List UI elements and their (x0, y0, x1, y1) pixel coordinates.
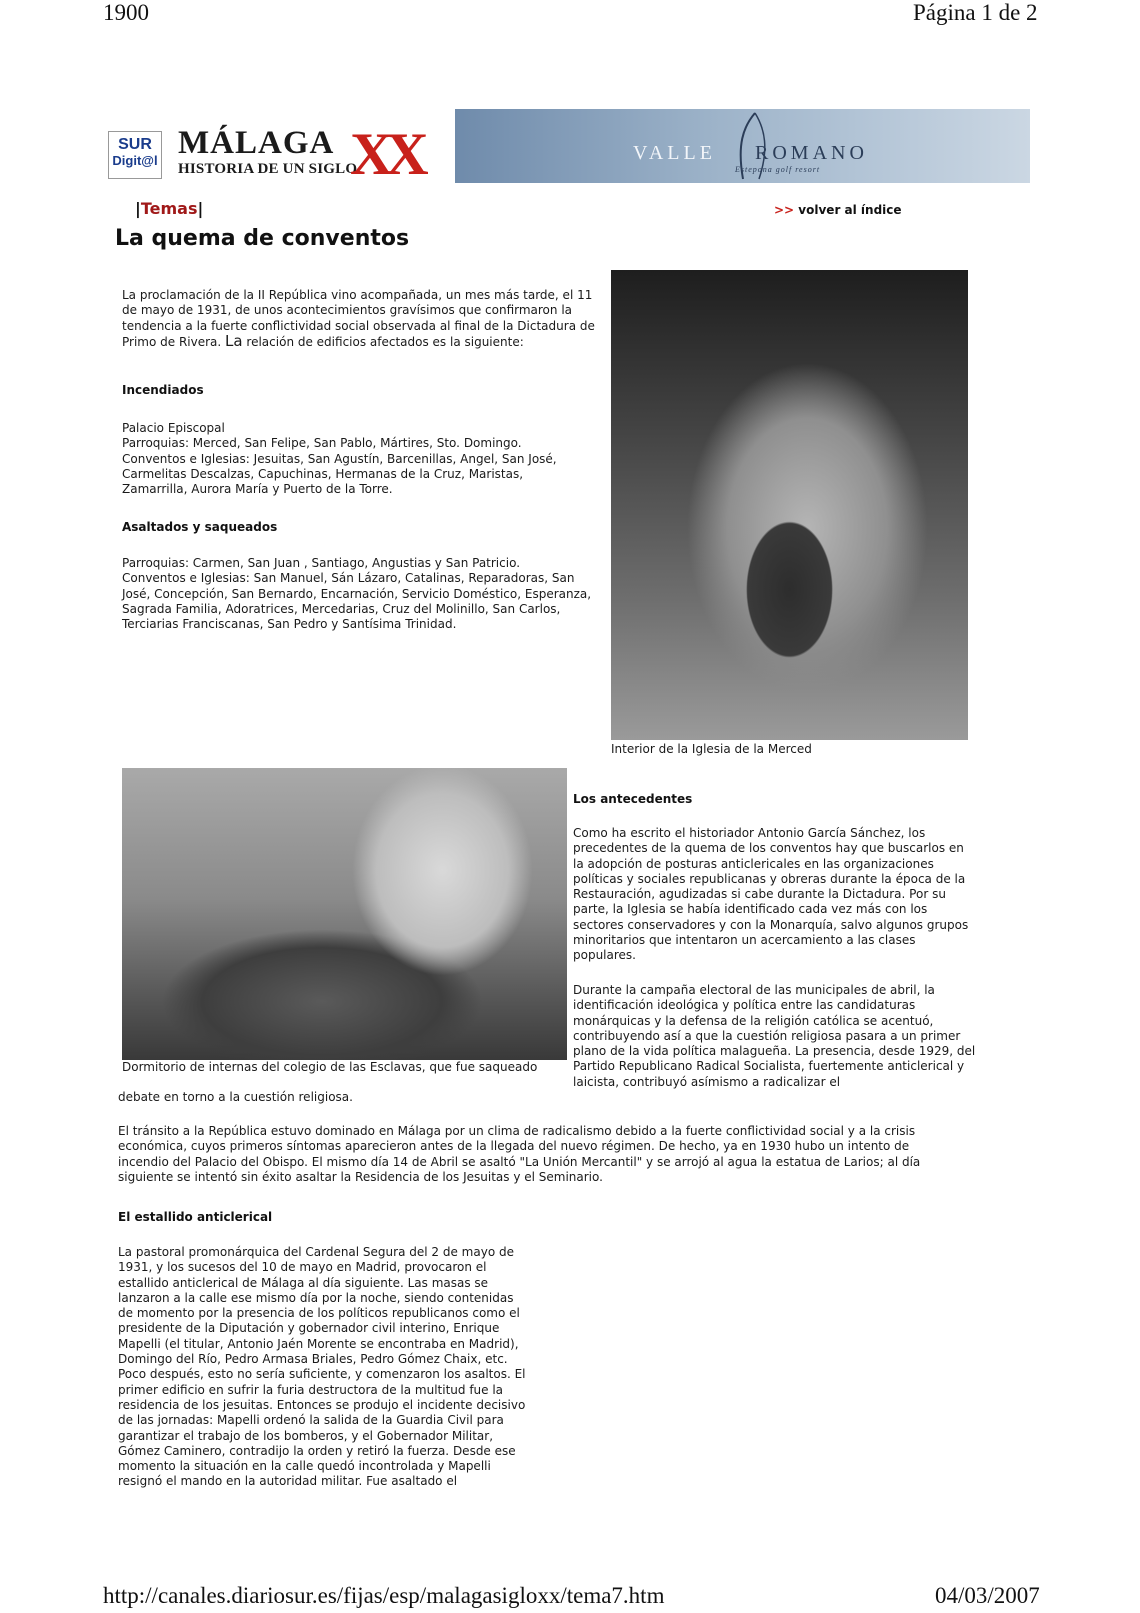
photo2-caption: Dormitorio de internas del colegio de las Esclavas, que fue saqueado (122, 1060, 538, 1074)
print-header-left: 1900 (103, 0, 149, 25)
asaltados-heading: Asaltados y saqueados (122, 520, 278, 534)
list-item: Parroquias: Merced, San Felipe, San Pablo, Mártires, Sto. Domingo. (122, 436, 522, 451)
sur-logo-line2: Digit@l (112, 153, 158, 168)
incendiados-heading: Incendiados (122, 383, 204, 397)
antecedentes-heading: Los antecedentes (573, 792, 693, 806)
valle-romano-banner[interactable] (455, 109, 1030, 183)
back-arrows: >> (774, 203, 795, 217)
photo-dormitorio-esclavas (122, 768, 567, 1060)
list-item: Parroquias: Carmen, San Juan , Santiago, Angustias y San Patricio. (122, 556, 521, 570)
antecedentes-p2: Durante la campaña electoral de las municipales de abril, la identificación ideológica y política entre las candidaturas monárquicas y la defensa de la religión católica se acentuó, contribuyendo así a que la cuestión religiosa pasara a un primer plano de la vida política malagueña. La presencia, desde 1929, del Partido Republicano Radical Socialista, fuertemente anticlerical y laicista, contribuyó asímismo a radicalizar el (573, 983, 976, 1089)
list-item: Palacio Episcopal (122, 421, 225, 435)
back-to-index[interactable] (774, 203, 902, 217)
antecedentes-p2-tail: debate en torno a la cuestión religiosa. (118, 1090, 353, 1104)
transito-paragraph: El tránsito a la República estuvo dominado en Málaga por un clima de radicalismo debido a la fuerte conflictividad social y a la crisis económica, cuyos primeros síntomas aparecieron antes de la llegada del nuevo régimen. De hecho, ya en 1930 hubo un intento de incendio del Palacio del Obispo. El mismo día 14 de Abril se asaltó "La Unión Mercantil" y se arrojó al agua la estatua de Larios; al día siguiente se intentó sin éxito asaltar la Residencia de los Jesuitas y el Seminario. (118, 1124, 921, 1184)
incendiados-list (122, 421, 592, 497)
list-item: Conventos e Iglesias: San Manuel, Sán Lázaro, Catalinas, Reparadoras, San José, Concepción, San Bernardo, Encarnación, Servicio Doméstico, Esperanza, Sagrada Familia, Adoratrices, Mercedarias, Cruz del Molinillo, San Carlos, Terciarias Franciscanas, San Pedro y Santísima Trinidad. (122, 571, 592, 632)
photo-iglesia-merced (611, 270, 968, 740)
asaltados-list (122, 556, 600, 632)
antecedentes-p1: Como ha escrito el historiador Antonio García Sánchez, los precedentes de la quema de los conventos hay que buscarlos en la adopción de posturas anticlericales en las organizaciones políticas y sociales republicanas y obreras durante la época de la Restauración, agudizadas si cabe durante la Dictadura. Por su parte, la Iglesia se había identificado cada vez más con los sectores conservadores y con la Monarquía, salvo algunos grupos minoritarios que intentaron un acercamiento a las clases populares. (573, 826, 969, 963)
malaga-logo[interactable] (178, 126, 357, 178)
temas-nav: |Temas| (135, 199, 204, 218)
print-header-right: Página 1 de 2 (913, 0, 1038, 25)
malaga-logo-subtitle: HISTORIA DE UN SIGLO (178, 161, 358, 177)
back-link-text[interactable]: volver al índice (798, 203, 902, 217)
intro-paragraph (122, 288, 597, 350)
sur-digital-logo[interactable] (108, 131, 162, 179)
estallido-paragraph: La pastoral promonárquica del Cardenal Segura del 2 de mayo de 1931, y los sucesos del 10 de mayo en Madrid, provocaron el estallido anticlerical de Málaga al día siguiente. Las masas se lanzaron a la calle ese mismo día por la noche, siendo contenidas de momento por la presencia de los políticos republicanos como el presidente de la Diputación y gobernador civil interino, Enrique Mapelli (el titular, Antonio Jaén Morente se encontraba en Madrid), Domingo del Río, Pedro Armasa Briales, Pedro Gómez Chaix, etc. Poco después, esto no sería suficiente, y comenzaron los asaltos. El primer edificio en sufrir la furia destructora de la multitud fue la residencia de los jesuitas. Entonces se produjo el incidente decisivo de las jornadas: Mapelli ordenó la salida de la Guardia Civil para garantizar el trabajo de los bomberos, y el Gobernador Militar, Gómez Caminero, contradijo la orden y retiró la fuerza. Desde ese momento la situación en la calle quedó incontrolada y Mapelli resignó el mando en la autoridad militar. Fue asaltado el (118, 1245, 526, 1489)
banner-word-right: ROMANO (755, 142, 868, 164)
malaga-logo-title: MÁLAGA (178, 125, 335, 161)
estallido-heading: El estallido anticlerical (118, 1210, 273, 1224)
print-footer-date: 04/03/2007 (935, 1583, 1040, 1608)
photo1-caption: Interior de la Iglesia de la Merced (611, 742, 812, 756)
banner-tagline: Estepona golf resort (735, 165, 821, 174)
intro-la: La (225, 331, 243, 350)
temas-link[interactable]: Temas (140, 199, 198, 218)
banner-word-left: VALLE (633, 142, 716, 164)
print-footer-url: http://canales.diariosur.es/fijas/esp/malagasigloxx/tema7.htm (103, 1583, 665, 1608)
sur-logo-line1: SUR (118, 136, 152, 153)
intro-text: La proclamación de la II República vino acompañada, un mes más tarde, el 11 de mayo de 1931, de unos acontecimientos gravísimos que confirmaron la tendencia a la fuerte conflictividad social observada al final de la Dictadura de Primo de Rivera. (122, 288, 595, 349)
logo-xx-mark: XX (350, 121, 421, 187)
intro-tail: relación de edificios afectados es la siguiente: (242, 334, 524, 349)
page-title: La quema de conventos (115, 226, 410, 251)
list-item: Conventos e Iglesias: Jesuitas, San Agustín, Barcenillas, Angel, San José, Carmelitas Descalzas, Capuchinas, Hermanas de la Cruz, Maristas, Zamarrilla, Aurora María y Puerto de la Torre. (122, 451, 557, 497)
